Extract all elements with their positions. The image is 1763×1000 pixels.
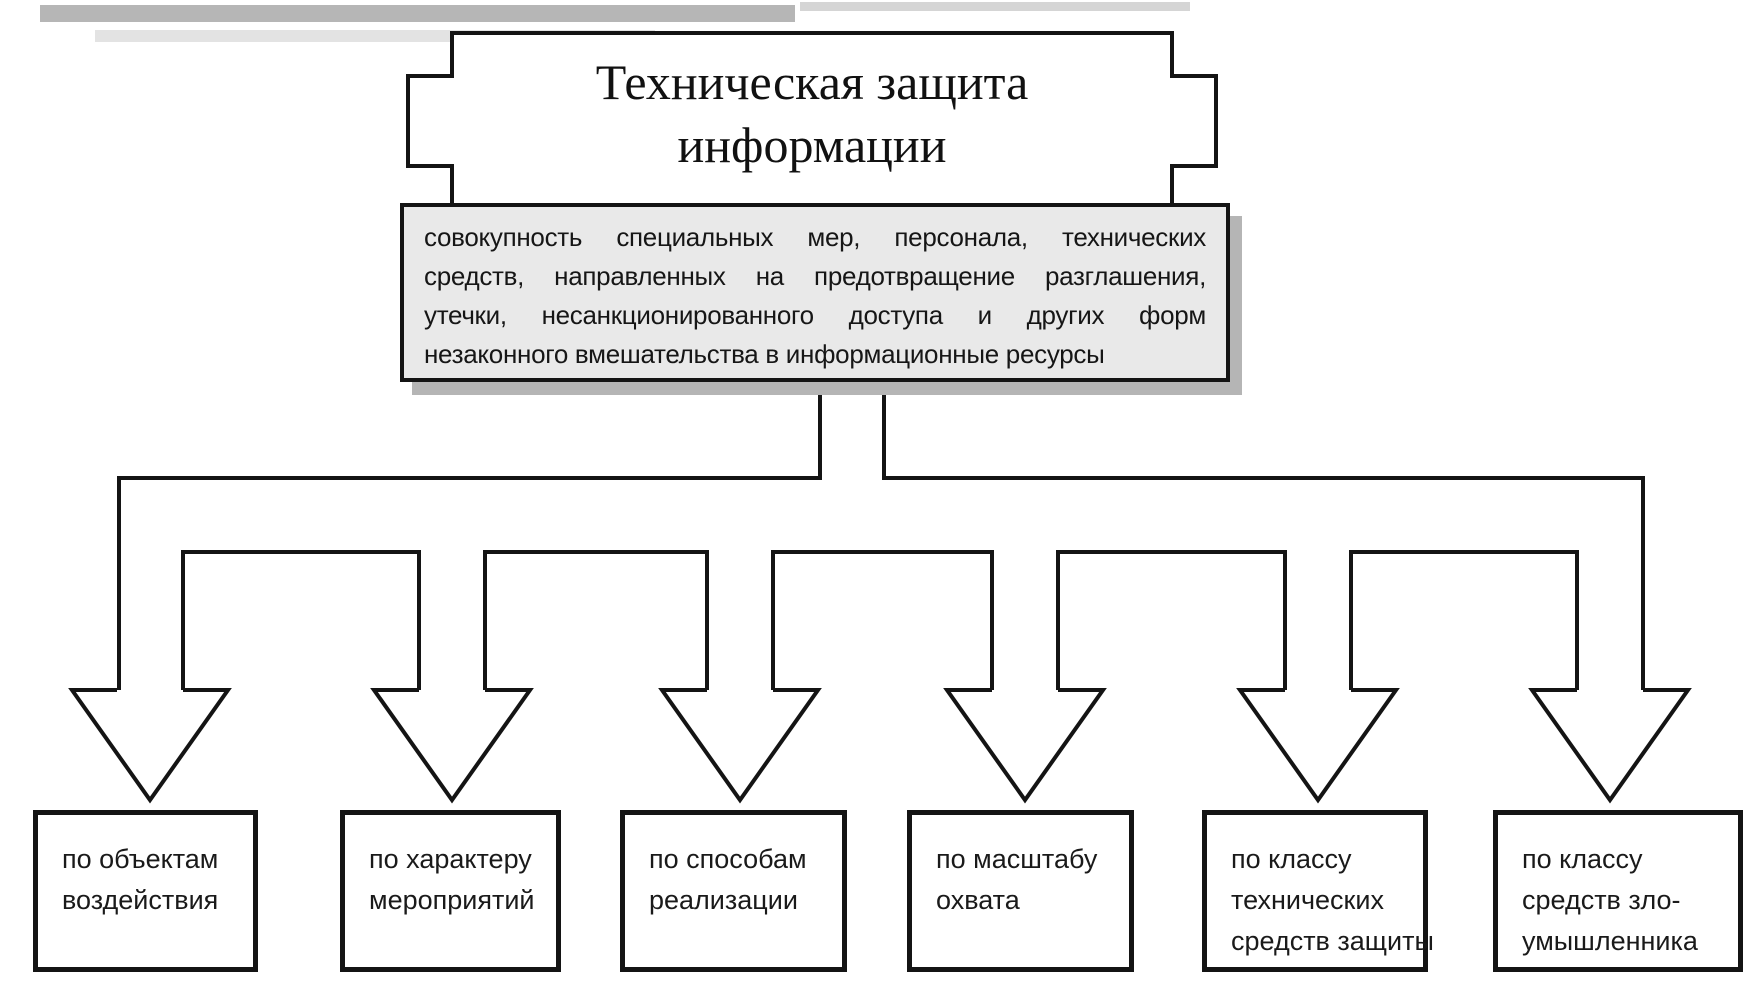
- category-line: мероприятий: [369, 885, 535, 915]
- connector-left-branch: [119, 380, 820, 690]
- category-box-implementation: [620, 810, 847, 972]
- category-box-objects: [33, 810, 258, 972]
- category-line: технических: [1231, 885, 1384, 915]
- category-line: охвата: [936, 885, 1020, 915]
- category-box-intruder-class: [1493, 810, 1743, 972]
- category-line: умышленника: [1522, 926, 1698, 956]
- connector-right-branch: [884, 380, 1643, 690]
- definition-line: совокупность специальных мер, персонала, технических: [424, 222, 1206, 252]
- arrowhead-3: [662, 690, 818, 800]
- category-line: реализации: [649, 885, 798, 915]
- shaft-staple-5: [1351, 552, 1577, 690]
- category-box-measures: [340, 810, 561, 972]
- shaft-staple-2: [485, 552, 707, 690]
- arrowhead-1: [72, 690, 228, 800]
- arrowhead-6: [1532, 690, 1688, 800]
- definition-line: незаконного вмешательства в информационные ресурсы: [424, 339, 1105, 369]
- arrowhead-4: [947, 690, 1103, 800]
- category-line: по классу: [1231, 844, 1352, 874]
- definition-line: утечки, несанкционированного доступа и других форм: [424, 300, 1206, 330]
- shaft-staple-1: [183, 552, 419, 690]
- category-line: средств зло-: [1522, 885, 1681, 915]
- category-line: по способам: [649, 844, 807, 874]
- arrowhead-5: [1240, 690, 1396, 800]
- shaft-staple-4: [1058, 552, 1285, 690]
- definition-line: средств, направленных на предотвращение разглашения,: [424, 261, 1206, 291]
- category-line: по характеру: [369, 844, 532, 874]
- category-line: по классу: [1522, 844, 1643, 874]
- definition-box: [400, 203, 1230, 382]
- shaft-staple-3: [773, 552, 992, 690]
- category-box-protection-class: [1202, 810, 1434, 972]
- category-line: по масштабу: [936, 844, 1098, 874]
- category-line: средств защиты: [1231, 926, 1434, 956]
- category-line: воздействия: [62, 885, 219, 915]
- title-line: информации: [677, 117, 947, 173]
- category-line: по объектам: [62, 844, 219, 874]
- title-box: [452, 33, 1172, 205]
- arrowhead-2: [374, 690, 530, 800]
- category-box-scale: [907, 810, 1134, 972]
- title-line: Техническая защита: [595, 54, 1029, 110]
